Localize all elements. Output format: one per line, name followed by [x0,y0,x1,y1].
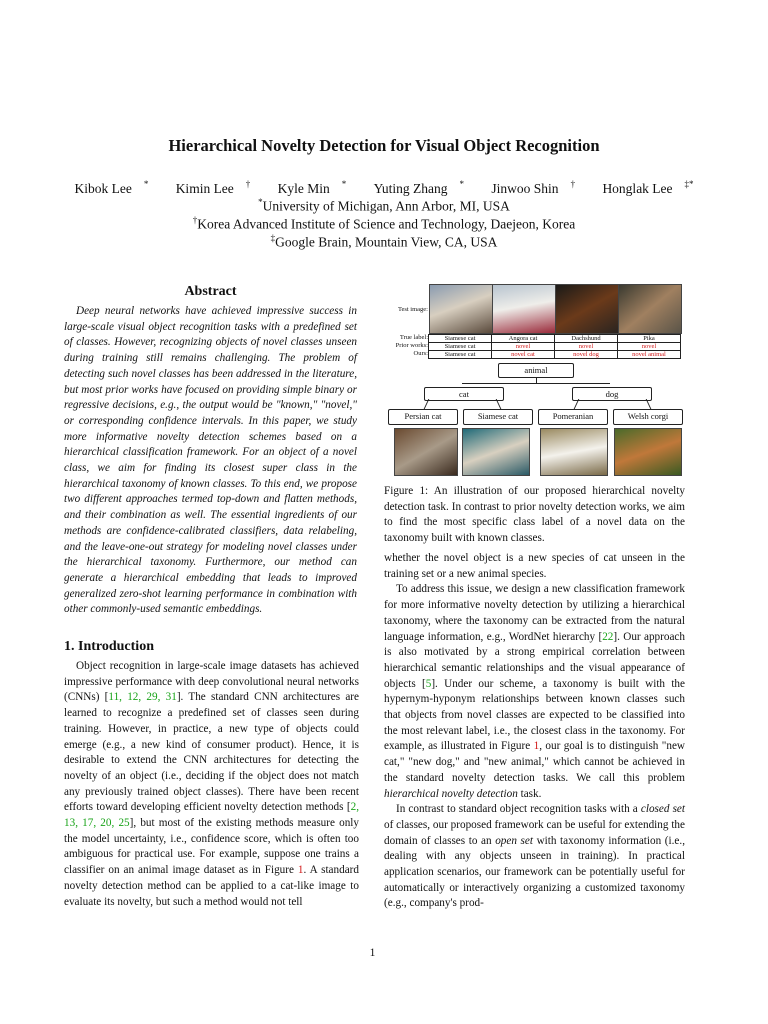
leaf-image-persian-cat [394,428,458,476]
author: Yuting Zhang * [373,179,465,196]
citation-link[interactable]: 22 [602,630,614,643]
affiliation: †Korea Advanced Institute of Science and Technology, Daejeon, Korea [192,215,576,232]
paragraph: Object recognition in large-scale image datasets has achieved impressive performance with deep convolutional neural networks (CNNs) [11, 12, 29, 31]. The standard CNN architectures are learned to recognize a predefined set of classes seen during training. However, in practice, a new type of objects could emerge (e.g., a new kind of consumer product). Hence, it is desirable to extend the CNN architectures for detecting the novelty of an object (i.e., deciding if the object does not match any previously trained object classes). There have been recent efforts toward developing efficient novelty detection methods [2, 13, 17, 20, 25], but most of the existing methods measure only the model uncertainty, i.e., confidence score, which is often too ambiguous for practical use. For example, suppose one trains a classifier on an animal image dataset as in Figure 1. A standard novelty detection method can be applied to a cat-like image to evaluate its novelty, but such a method would not tell [64,660,360,908]
leaf-image-welsh-corgi [614,428,682,476]
prior-label: novel [618,343,681,351]
test-image-dachshund [555,284,619,334]
section-heading: 1. Introduction [64,639,154,654]
citation-link[interactable]: 11, 12, 29, 31 [108,691,177,704]
affiliation: *University of Michigan, Ann Arbor, MI, USA [258,197,510,214]
author-list [0,179,768,197]
prior-label: novel [492,343,555,351]
prior-label: Siamese cat [429,343,492,351]
affiliation: ‡Google Brain, Mountain View, CA, USA [270,233,498,250]
taxonomy-node-dog: dog [572,387,652,401]
author: Jinwoo Shin † [491,179,576,196]
paragraph: To address this issue, we design a new classification framework for more informative novelty detection by utilizing a hierarchical taxonomy, where the taxonomy can be extracted from the natural language information, e.g., WordNet hierarchy [22]. Our approach is also motivated by a strong empirical correlation between hierarchical semantic relationships and the visual appearance of objects [5]. Under our scheme, a taxonomy is built with the hypernym-hyponym relationships between known classes such that objects from novel classes are expected to be classified into the most relevant label, i.e., the closest class in the taxonomy. For example, as illustrated in Figure 1, our goal is to distinguish "new cat," "new dog," and "new animal," which cannot be achieved in the standard novelty detection tasks. We call this problem hierarchical novelty detection task. [384,583,685,800]
paragraph: In contrast to standard object recognition tasks with a closed set of classes, our proposed framework can be useful for extending the domain of classes to an open set with taxonomy information (i.e., dealing with any objects unseen in training). In practical application scenarios, our framework can be potentially useful for automatically or interactively organizing a customized taxonomy (e.g., company's prod- [384,803,685,910]
citation-link[interactable]: 2, 13, 17, 20, 25 [64,801,359,830]
intro-column-right [384,551,685,912]
leaf-image-pomeranian [540,428,608,476]
page-number: 1 [369,947,376,959]
citation-link[interactable]: 5 [425,677,432,690]
taxonomy-leaf: Persian cat [388,409,458,425]
ours-label: novel dog [555,351,618,359]
leaf-image-siamese-cat [462,428,530,476]
author: Kibok Lee * [74,179,149,196]
label-table [428,334,681,359]
intro-column-left [64,659,359,910]
true-label: Dachshund [555,335,618,343]
test-image-pika [618,284,682,334]
taxonomy-node-cat: cat [424,387,504,401]
ours-label: novel cat [492,351,555,359]
row-label: Prior works: [395,342,428,349]
abstract-heading: Abstract [184,284,237,299]
taxonomy-leaf: Pomeranian [538,409,608,425]
figure-1 [386,282,686,482]
true-label: Siamese cat [429,335,492,343]
true-label: Pika [618,335,681,343]
abstract-text: Deep neural networks have achieved impressive success in large-scale visual object recognition tasks with a predefined set of classes. However, recognizing objects of novel classes unseen during training still remains challenging. The problem of detecting such novel classes has been addressed in the literature, but most prior works have focused on providing simple binary or regressive decisions, e.g., the output would be "known," "novel," or corresponding confidence intervals. In this paper, we study more informative novelty detection schemes based on a hierarchical classification framework. For an object of a novel class, we aim for finding its closest super class in the hierarchical taxonomy of known classes. To this end, we propose two different approaches termed top-down and flatten methods, and their combination as well. The essential ingredients of our methods are confidence-calibrated classifiers, data relabeling, and the leave-one-out strategy for modeling novel classes under the hierarchical taxonomy. Furthermore, our method can generate a hierarchical embedding that leads to improved generalized zero-shot learning performance in combination with other commonly-used semantic embeddings. [64,305,357,616]
row-label: Ours: [413,350,428,357]
author: Honglak Lee ‡* [602,179,694,196]
taxonomy-node-root: animal [498,363,574,378]
row-label: True label: [399,334,428,341]
tree-edge [462,383,610,384]
test-image-angora-cat [492,284,556,334]
figure-ref-link[interactable]: 1 [297,864,304,877]
test-image-siamese-cat [429,284,493,334]
ours-label: Siamese cat [429,351,492,359]
row-label: Test image: [397,306,428,313]
taxonomy-leaf: Welsh corgi [613,409,683,425]
taxonomy-leaf: Siamese cat [463,409,533,425]
ours-label: novel animal [618,351,681,359]
paper-title: Hierarchical Novelty Detection for Visual Object Recognition [168,136,600,155]
prior-label: novel [555,343,618,351]
author: Kyle Min * [277,179,347,196]
author: Kimin Lee † [175,179,251,196]
figure-ref-link[interactable]: 1 [533,740,540,753]
true-label: Angora cat [492,335,555,343]
figure-caption: Figure 1: An illustration of our proposed hierarchical novelty detection task. In contrast to prior novelty detection works, we aim to find the most specific class label of a novel data on the taxonomy built with known classes. [384,485,685,545]
paragraph: whether the novel object is a new species of cat unseen in the training set or a new animal species. [384,552,685,580]
